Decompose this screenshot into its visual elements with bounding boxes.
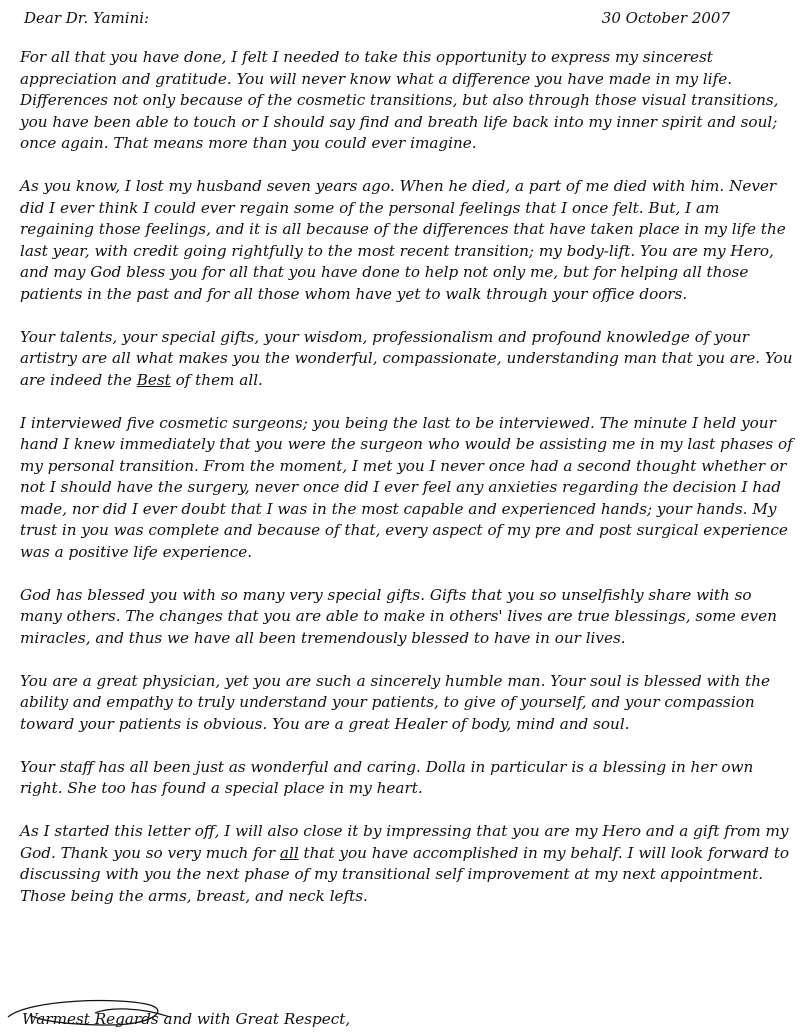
underlined-best: Best <box>136 370 171 389</box>
paragraph-talents-text: Your talents, your special gifts, your wisdom, professionalism and profound knowledge of your artistry are all what makes you the wonderful, compassionate, understanding man that you are. You are indeed the <box>20 327 793 389</box>
letter-body <box>20 47 795 929</box>
paragraph-final-end: that you have accomplished in my behalf. I will look forward to discussing with you the next phase of my transitional self improvement at my next appointment. Those being the arms, breast, and neck lefts. <box>20 843 790 905</box>
paragraph-gratitude: For all that you have done, I felt I needed to take this opportunity to express my sincerest appreciation and gratitude. You will never know what a difference you have made in my life. Differences not only because of the cosmetic transitions, but also through those visual transitions, you have been able to touch or I should say find and breath life back into my inner spirit and soul; once again. That means more than you could ever imagine. <box>20 48 779 152</box>
paragraph-gifts: God has blessed you with so many very special gifts. Gifts that you so unselfishly share with so many others. The changes that you are able to make in others' lives are true blessings, some even miracles, and thus we have all been tremendously blessed to have in our lives. <box>20 585 777 647</box>
paragraph-physician: You are a great physician, yet you are such a sincerely humble man. Your soul is blessed with the ability and empathy to truly understand your patients, to give of yourself, and your compassion toward your patients is obvious. You are a great Healer of body, mind and soul. <box>20 671 770 733</box>
paragraph-talents-end: of them all. <box>170 370 263 389</box>
letter-date: 30 October 2007 <box>601 9 730 27</box>
paragraph-final-text: As I started this letter off, I will also close it by impressing that you are my Hero and a gift from my God. Thank you so very much for <box>20 822 789 862</box>
paragraph-talents <box>20 327 795 392</box>
letter-header <box>24 9 730 31</box>
paragraph-husband: As you know, I lost my husband seven years ago. When he died, a part of me died with him. Never did I ever think I could ever regain some of the personal feelings that I once felt. But, I am regaining those feelings, and it is all because of the differences that have taken place in my life the last year, with credit going rightfully to the most recent transition; my body-lift. You are my Hero, and may God bless you for all that you have done to help not only me, but for helping all those patients in the past and for all those whom have yet to walk through your office doors. <box>20 177 786 303</box>
underlined-all: all <box>279 843 299 862</box>
paragraph-final <box>20 821 795 907</box>
paragraph-staff: Your staff has all been just as wonderful and caring. Dolla in particular is a blessing in her own right. She too has found a special place in my heart. <box>20 757 754 797</box>
closing-line: Warmest Regards and with Great Respect, <box>22 1010 351 1028</box>
paragraph-interview: I interviewed five cosmetic surgeons; you being the last to be interviewed. The minute I held your hand I knew immediately that you were the surgeon who would be assisting me in my last phases of my personal transition. From the moment, I met you I never once had a second thought whether or not I should have the surgery, never once did I ever feel any anxieties regarding the decision I had made, nor did I ever doubt that I was in the most capable and experienced hands; your hands. My trust in you was complete and because of that, every aspect of my pre and post surgical experience was a positive life experience. <box>20 413 793 561</box>
salutation: Dear Dr. Yamini: <box>24 9 150 27</box>
